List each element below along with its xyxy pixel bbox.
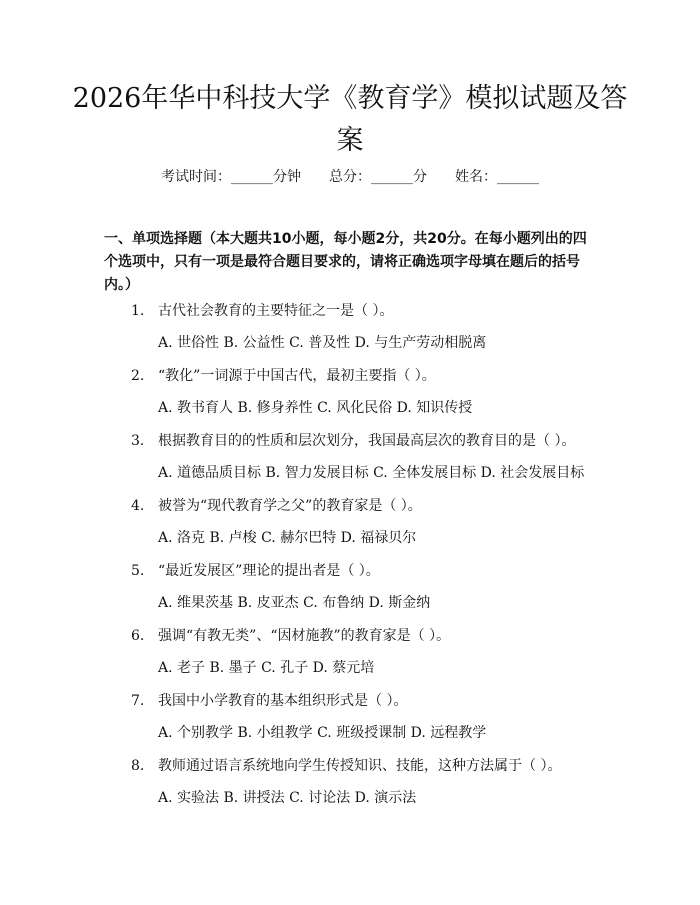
question-options — [0, 527, 700, 560]
question-stem: 古代社会教育的主要特征之一是（ ）。 — [158, 303, 394, 319]
question-options — [0, 332, 700, 365]
question-number: 8. — [131, 758, 145, 774]
options-text: A. 维果茨基 B. 皮亚杰 C. 布鲁纳 D. 斯金纳 — [158, 595, 431, 611]
page-title: 2026年华中科技大学《教育学》模拟试题及答案 — [72, 83, 628, 156]
options-text: A. 个别教学 B. 小组教学 C. 班级授课制 D. 远程教学 — [158, 725, 487, 741]
question-number: 4. — [131, 498, 145, 514]
question-item — [0, 690, 700, 722]
section-heading: 一、单项选择题（本大题共10小题，每小题2分，共20分。在每小题列出的四个选项中，只有一项是最符合题目要求的，请将正确选项字母填在题后的括号内。） — [104, 231, 587, 293]
exam-time-label: 考试时间：______分钟 — [161, 169, 301, 185]
options-text: A. 洛克 B. 卢梭 C. 赫尔巴特 D. 福禄贝尔 — [158, 530, 417, 546]
exam-meta — [0, 166, 700, 188]
question-stem: “最近发展区”理论的提出者是（ ）。 — [158, 563, 380, 579]
options-text: A. 道德品质目标 B. 智力发展目标 C. 全体发展目标 D. 社会发展目标 — [158, 465, 585, 481]
total-score-label: 总分：______分 — [329, 169, 427, 185]
question-number: 6. — [131, 628, 145, 644]
question-item — [0, 300, 700, 332]
question-stem: “教化”一词源于中国古代，最初主要指（ ）。 — [158, 368, 436, 384]
question-item — [0, 755, 700, 787]
options-text: A. 实验法 B. 讲授法 C. 讨论法 D. 演示法 — [158, 790, 417, 806]
question-list — [0, 300, 700, 820]
question-stem: 被誉为“现代教育学之父”的教育家是（ ）。 — [158, 498, 422, 514]
question-number: 3. — [131, 433, 145, 449]
question-item — [0, 430, 700, 462]
question-number: 7. — [131, 693, 145, 709]
question-options — [0, 657, 700, 690]
options-text: A. 世俗性 B. 公益性 C. 普及性 D. 与生产劳动相脱离 — [158, 335, 487, 351]
question-stem: 教师通过语言系统地向学生传授知识、技能，这种方法属于（ ）。 — [158, 758, 562, 774]
question-options — [0, 592, 700, 625]
question-item — [0, 625, 700, 657]
question-number: 2. — [131, 368, 145, 384]
name-label: 姓名：______ — [455, 169, 539, 185]
question-item — [0, 495, 700, 527]
question-stem: 根据教育目的的性质和层次划分，我国最高层次的教育目的是（ ）。 — [158, 433, 576, 449]
options-text: A. 老子 B. 墨子 C. 孔子 D. 蔡元培 — [158, 660, 375, 676]
question-options — [0, 722, 700, 755]
question-stem: 强调“有教无类”、“因材施教”的教育家是（ ）。 — [158, 628, 451, 644]
question-stem: 我国中小学教育的基本组织形式是（ ）。 — [158, 693, 408, 709]
options-text: A. 教书育人 B. 修身养性 C. 风化民俗 D. 知识传授 — [158, 400, 473, 416]
question-number: 5. — [131, 563, 145, 579]
question-options — [0, 462, 700, 495]
question-item — [0, 560, 700, 592]
question-number: 1. — [131, 303, 145, 319]
question-options — [0, 787, 700, 820]
question-item — [0, 365, 700, 397]
question-options — [0, 397, 700, 430]
